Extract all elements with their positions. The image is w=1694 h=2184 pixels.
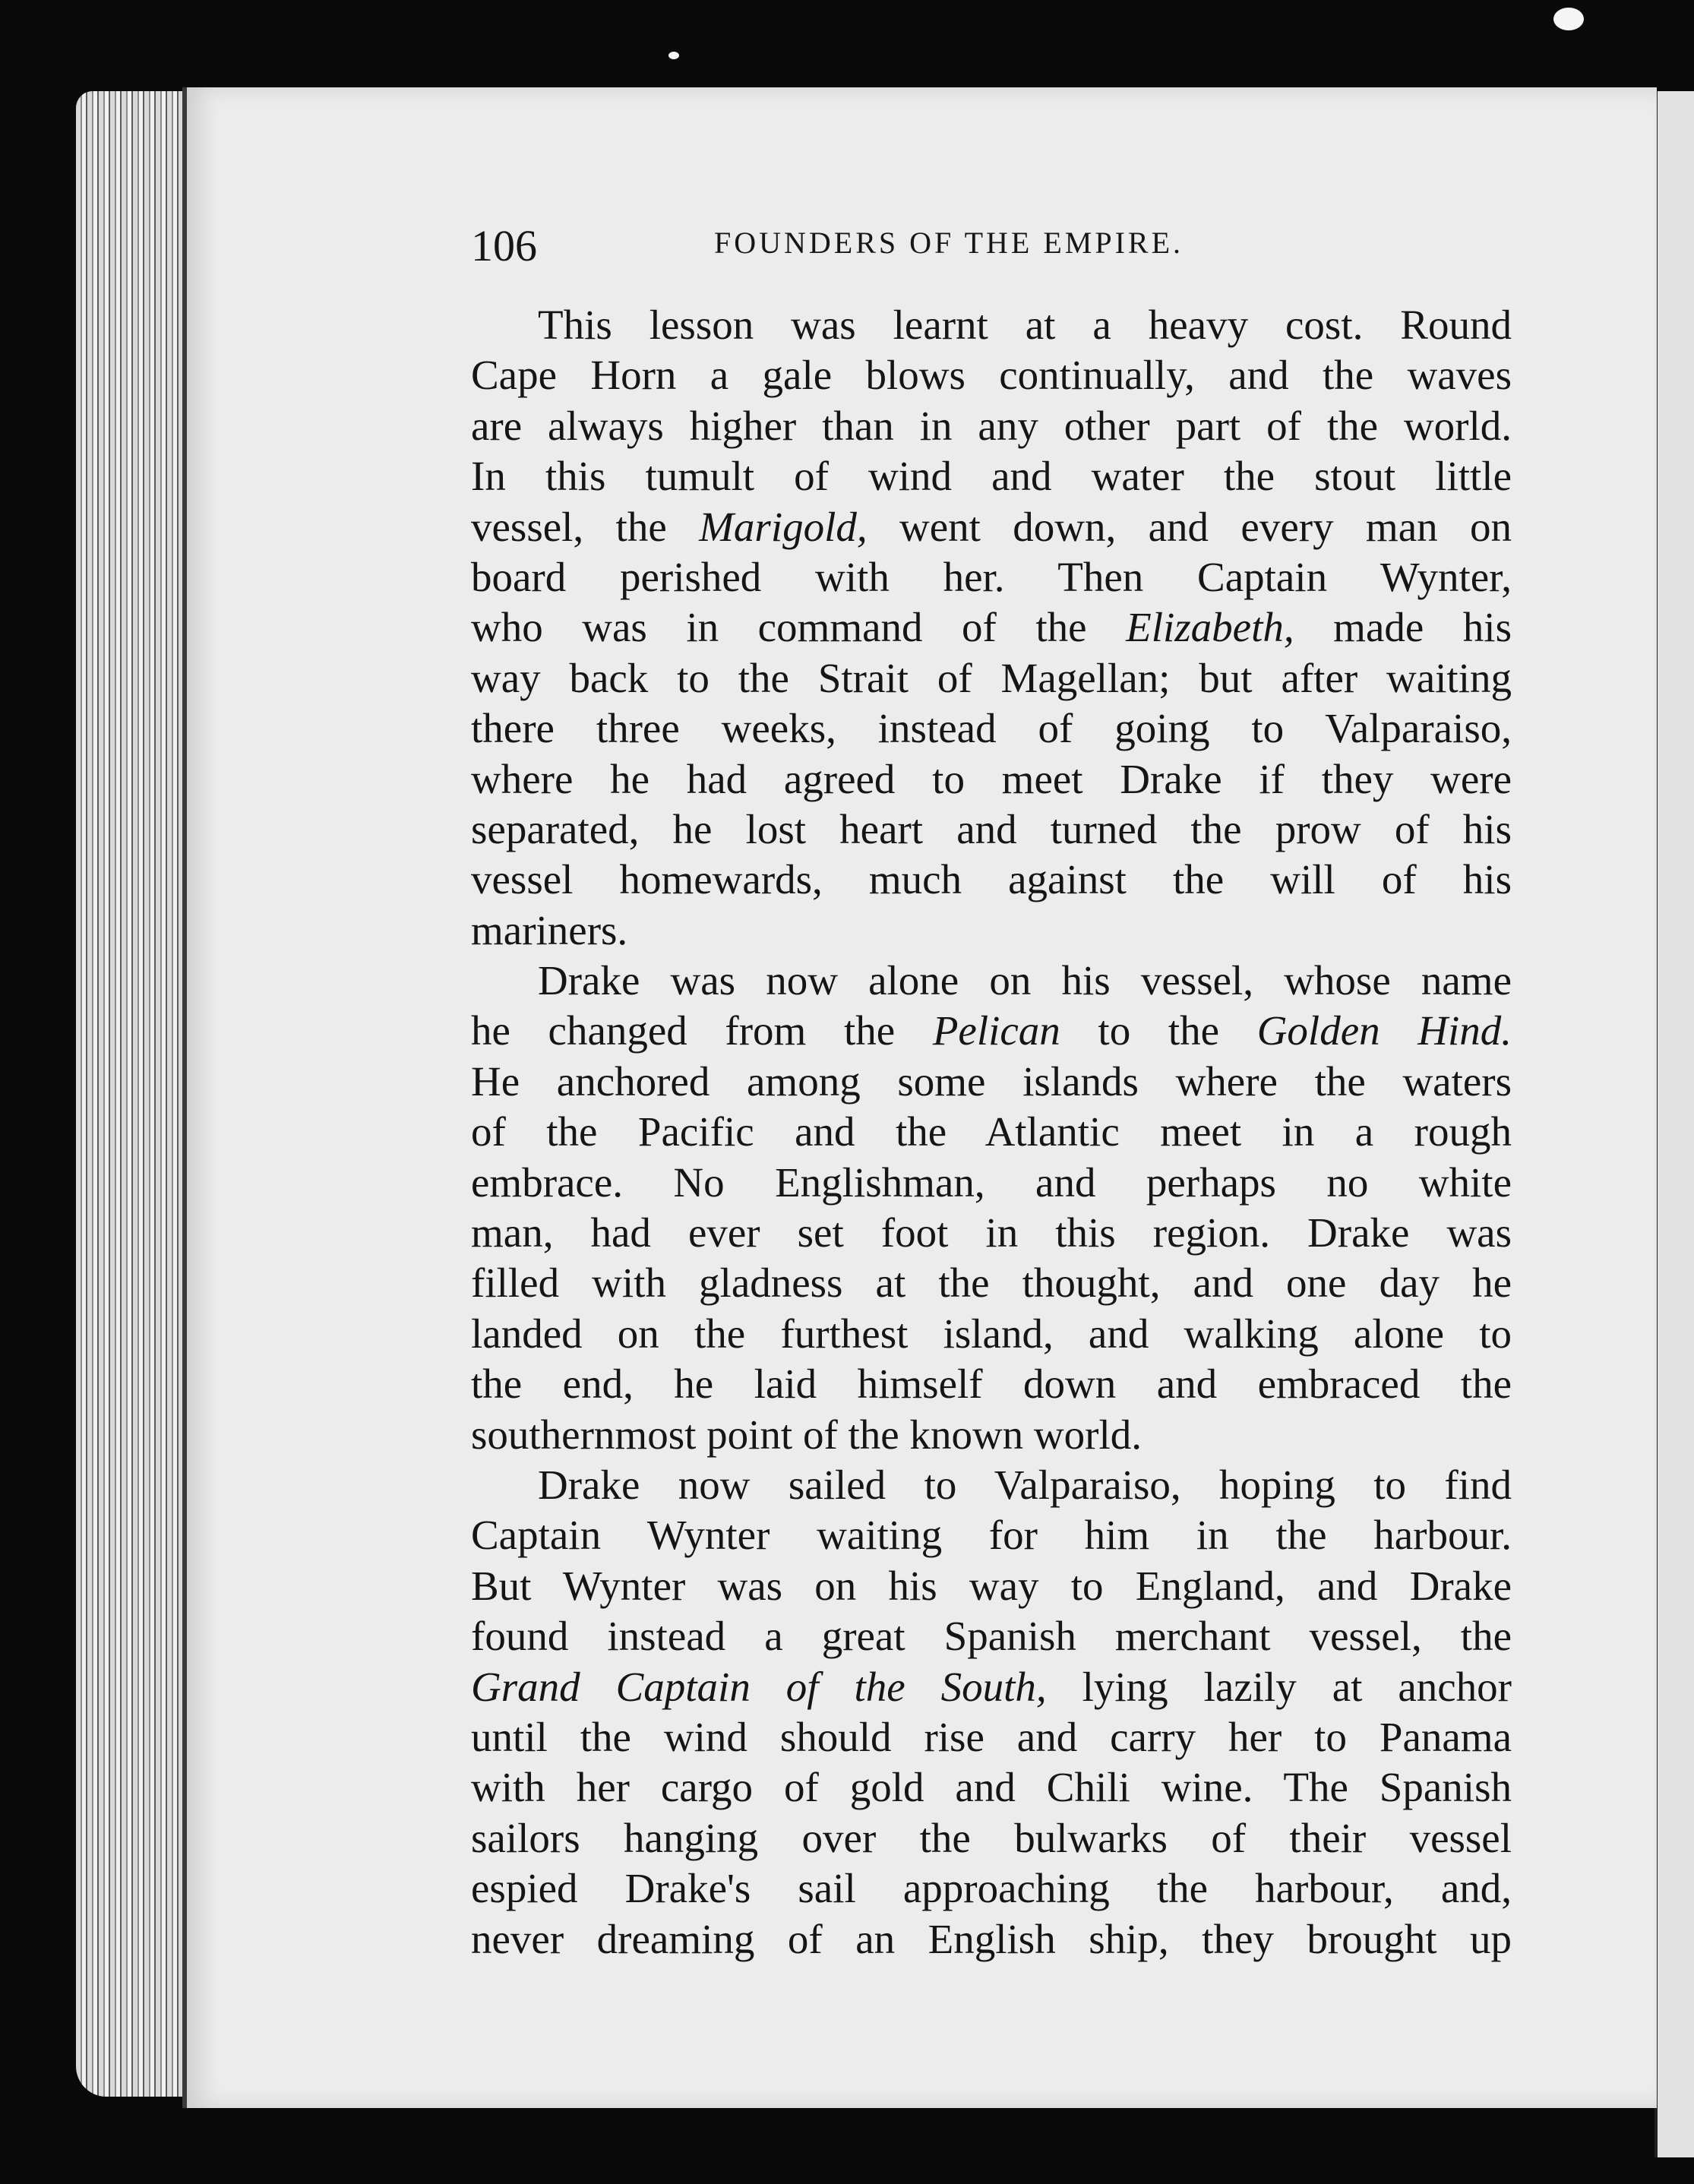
text-line [471, 1208, 1512, 1258]
text-line [471, 1158, 1512, 1208]
text-line [471, 653, 1512, 703]
text-line [471, 1510, 1512, 1560]
text-line [471, 1914, 1512, 1964]
text-segment: filled with gladness at the thought, and one day he [471, 1260, 1512, 1307]
text-line [471, 451, 1512, 501]
text-segment: Cape Horn a gale blows continually, and the waves [471, 352, 1512, 399]
text-line [471, 1460, 1512, 1510]
page-number: 106 [471, 221, 537, 270]
text-segment: are always higher than in any other part of the world. [471, 402, 1512, 449]
text-line [471, 804, 1512, 855]
text-line [471, 300, 1512, 350]
text-segment: Drake was now alone on his vessel, whose name [538, 957, 1512, 1004]
text-line [471, 1258, 1512, 1308]
text-segment: of the Pacific and the Atlantic meet in a rough [471, 1108, 1512, 1155]
text-line [471, 502, 1512, 552]
text-segment: He anchored among some islands where the waters [471, 1057, 1512, 1105]
text-segment: southernmost point of the known world. [471, 1411, 1142, 1458]
text-segment: never dreaming of an English ship, they brought up [471, 1915, 1512, 1962]
scan-speck [1553, 8, 1584, 30]
text-segment: mariners. [471, 906, 628, 953]
text-line [471, 906, 1512, 956]
text-segment: sailors hanging over the bulwarks of their vessel [471, 1814, 1512, 1861]
text-line [471, 1813, 1512, 1863]
text-line [471, 1410, 1512, 1460]
text-line [471, 1712, 1512, 1762]
text-segment: lying lazily at anchor [1046, 1663, 1512, 1710]
text-line [471, 855, 1512, 905]
text-line [471, 552, 1512, 602]
text-segment: who was in command of the [471, 604, 1127, 651]
text-line [471, 350, 1512, 400]
text-segment: vessel, the [471, 503, 700, 550]
text-segment: espied Drake's sail approaching the harbour, and, [471, 1865, 1512, 1912]
text-line [471, 1006, 1512, 1056]
italic-text: Golden Hind. [1256, 1007, 1512, 1054]
body-text [471, 300, 1512, 1964]
text-line [471, 1309, 1512, 1359]
text-segment: where he had agreed to meet Drake if they were [471, 755, 1512, 802]
text-segment: Captain Wynter waiting for him in the harbour. [471, 1512, 1512, 1559]
italic-text: Pelican [932, 1007, 1060, 1054]
text-line [471, 956, 1512, 1006]
text-segment: went down, and every man on [867, 503, 1512, 550]
text-line [471, 754, 1512, 804]
text-line [471, 1863, 1512, 1914]
text-segment: there three weeks, instead of going to Valparaiso, [471, 705, 1512, 752]
text-segment: vessel homewards, much against the will of his [471, 856, 1512, 903]
running-header [471, 220, 1512, 273]
text-segment: found instead a great Spanish merchant vessel, the [471, 1613, 1512, 1660]
running-title: FOUNDERS OF THE EMPIRE. [714, 226, 1184, 260]
text-segment: landed on the furthest island, and walking alone to [471, 1310, 1512, 1357]
text-segment: until the wind should rise and carry her to Panama [471, 1713, 1512, 1760]
text-line [471, 1359, 1512, 1409]
text-line [471, 1611, 1512, 1661]
text-segment: to the [1060, 1007, 1257, 1054]
text-segment: the end, he laid himself down and embraced the [471, 1361, 1512, 1408]
text-line [471, 1561, 1512, 1611]
scan-speck [668, 52, 679, 59]
text-line [471, 1662, 1512, 1712]
text-line [471, 1057, 1512, 1107]
text-segment: In this tumult of wind and water the stout little [471, 453, 1512, 500]
text-segment: way back to the Strait of Magellan; but after waiting [471, 654, 1512, 701]
text-segment: he changed from the [471, 1007, 933, 1054]
text-line [471, 703, 1512, 754]
text-line [471, 1107, 1512, 1157]
text-segment: embrace. No Englishman, and perhaps no white [471, 1158, 1512, 1206]
italic-text: Marigold, [699, 503, 868, 550]
italic-text: Elizabeth, [1126, 604, 1294, 651]
text-segment: made his [1294, 604, 1512, 651]
facing-page-edge [1654, 91, 1694, 2157]
text-line [471, 602, 1512, 653]
text-segment: separated, he lost heart and turned the prow of his [471, 805, 1512, 852]
text-line [471, 1762, 1512, 1813]
text-segment: man, had ever set foot in this region. Drake was [471, 1209, 1512, 1256]
text-segment: board perished with her. Then Captain Wynter, [471, 553, 1512, 600]
text-segment: Drake now sailed to Valparaiso, hoping to find [538, 1461, 1512, 1508]
text-segment: This lesson was learnt at a heavy cost. Round [538, 302, 1512, 348]
text-line [471, 401, 1512, 451]
italic-text: Grand Captain of the South, [471, 1663, 1047, 1710]
text-segment: with her cargo of gold and Chili wine. The Spanish [471, 1764, 1512, 1811]
text-segment: But Wynter was on his way to England, and Drake [471, 1562, 1512, 1609]
